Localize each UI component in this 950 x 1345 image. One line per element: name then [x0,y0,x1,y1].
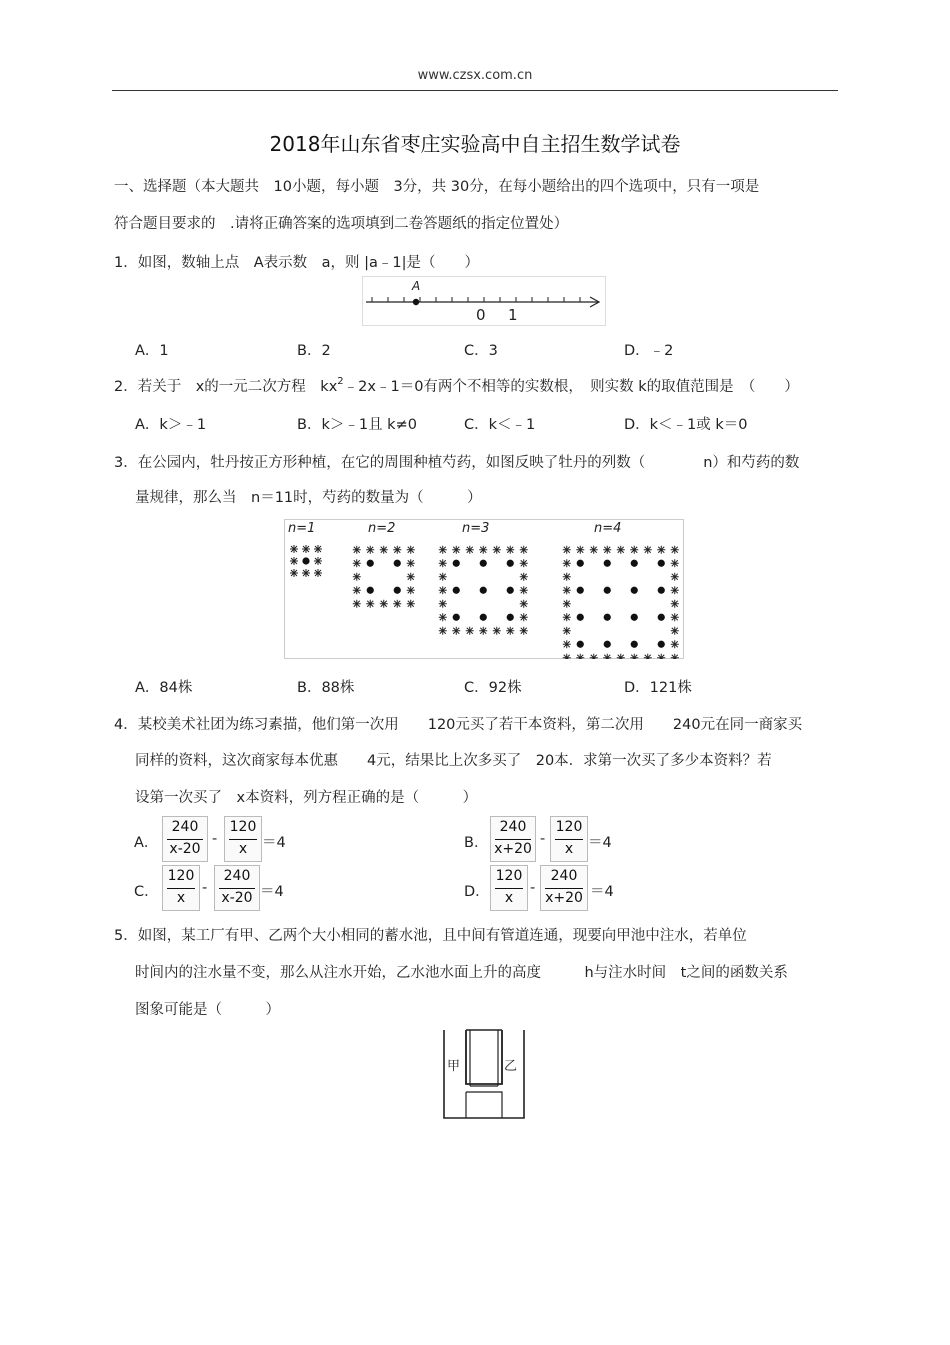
shaoyao-star-icon [657,546,665,554]
peony-dot-icon [631,587,638,594]
pools-outline [444,1030,524,1118]
shaoyao-star-icon [393,600,401,608]
q4-b-operator: - [540,831,546,847]
q4-d-rhs: ＝4 [590,884,614,900]
q1-option-c: C．3 [464,343,498,359]
q4-option-c-label: C． [134,884,159,900]
q2-option-a: A．k＞﹣1 [135,417,207,433]
q3-option-a: A．84株 [135,680,193,696]
q1-number-line-figure [362,276,606,326]
q4-c-rhs: ＝4 [260,884,284,900]
peony-dot-icon [480,587,487,594]
pattern-label-n2: n=2 [368,521,396,536]
peony-dot-icon [604,560,611,567]
shaoyao-star-icon [590,546,598,554]
shaoyao-star-icon [353,573,361,581]
q4-a-operator: - [212,831,218,847]
shaoyao-star-icon [353,586,361,594]
inner-walls [470,1030,498,1086]
q4-option-b [464,816,764,862]
q1-stem: 1．如图，数轴上点 A表示数 a，则 |a﹣1|是（ ） [114,255,480,271]
shaoyao-star-icon [439,546,447,554]
q3-option-d: D．121株 [624,680,692,696]
q1-option-a: A．1 [135,343,169,359]
q4-option-b-label: B． [464,835,489,851]
shaoyao-star-icon [520,627,528,635]
peony-dot-icon [577,560,584,567]
q4-stem-line-2: 同样的资料，这次商家每本优惠 4元，结果比上次多买了 20本．求第一次买了多少本资料？若 [135,753,772,769]
shaoyao-star-icon [563,613,571,621]
shaoyao-star-icon [493,546,501,554]
q3-stem-line-2: 量规律，那么当 n＝11时，芍药的数量为（ ） [135,490,482,506]
q3-stem-line-1: 3．在公园内，牡丹按正方形种植，在它的周围种植芍药，如图反映了牡丹的列数（ n）和芍药的数 [114,455,800,471]
q4-stem-line-1: 4．某校美术社团为练习素描，他们第一次用 120元买了若干本资料，第二次用 240元在同一商家买 [114,717,803,733]
point-a-label: A [412,279,421,293]
q4-option-d [464,865,764,911]
section-intro-line-2: 符合题目要求的 .请将正确答案的选项填到二卷答题纸的指定位置处） [114,216,569,232]
shaoyao-star-icon [353,559,361,567]
shaoyao-star-icon [671,546,679,554]
q4-c-fraction-1: 120 x [162,865,200,911]
shaoyao-star-icon [302,569,310,577]
header-divider [112,90,838,91]
peony-dot-icon [577,587,584,594]
peony-dot-icon [658,587,665,594]
connecting-pipe [466,1092,502,1118]
shaoyao-star-icon [479,546,487,554]
peony-dot-icon [507,587,514,594]
shaoyao-star-icon [407,586,415,594]
shaoyao-star-icon [630,546,638,554]
q2-option-d: D．k＜﹣1或 k＝0 [624,417,748,433]
shaoyao-star-icon [644,546,652,554]
shaoyao-star-icon [439,573,447,581]
shaoyao-star-icon [671,640,679,648]
shaoyao-star-icon [290,569,298,577]
peony-dot-icon [480,614,487,621]
shaoyao-star-icon [671,600,679,608]
shaoyao-star-icon [290,545,298,553]
q4-d-operator: - [530,880,536,896]
q4-b-fraction-2: 120 x [550,816,588,862]
shaoyao-star-icon [466,546,474,554]
q2-stem [114,375,799,396]
peony-dot-icon [367,560,374,567]
shaoyao-star-icon [671,586,679,594]
q4-d-fraction-2: 240 x+20 [540,865,588,911]
shaoyao-star-icon [407,559,415,567]
shaoyao-star-icon [452,546,460,554]
q2-exponent: 2 [337,376,344,387]
shaoyao-star-icon [439,559,447,567]
q1-option-d: D．﹣2 [624,343,674,359]
shaoyao-star-icon [671,573,679,581]
shaoyao-star-icon [563,640,571,648]
q4-b-rhs: ＝4 [588,835,612,851]
shaoyao-star-icon [520,600,528,608]
tick-label-1: 1 [508,306,518,324]
q5-stem-line-2: 时间内的注水量不变，那么从注水开始，乙水池水面上升的高度 h与注水时间 t之间的函数关系 [135,965,788,981]
q2-stem-part-a: 2．若关于 x的一元二次方程 kx [114,379,338,395]
shaoyao-star-icon [439,613,447,621]
shaoyao-star-icon [563,546,571,554]
shaoyao-star-icon [314,545,322,553]
peony-dot-icon [604,587,611,594]
q5-stem-line-3: 图象可能是（ ） [135,1002,280,1018]
peony-dot-icon [604,614,611,621]
pool-jia-label: 甲 [447,1059,461,1074]
shaoyao-star-icon [380,600,388,608]
shaoyao-star-icon [563,586,571,594]
shaoyao-star-icon [493,627,501,635]
q3-option-c: C．92株 [464,680,522,696]
peony-dot-icon [631,614,638,621]
shaoyao-star-icon [302,545,310,553]
q5-connected-pools-figure [440,1026,528,1122]
shaoyao-star-icon [353,600,361,608]
shaoyao-star-icon [603,546,611,554]
peony-dot-icon [453,560,460,567]
peony-dot-icon [658,560,665,567]
shaoyao-star-icon [506,627,514,635]
q4-b-fraction-1: 240 x+20 [490,816,536,862]
shaoyao-star-icon [353,546,361,554]
q4-c-operator: - [202,880,208,896]
shaoyao-star-icon [563,600,571,608]
shaoyao-star-icon [452,627,460,635]
shaoyao-star-icon [290,557,298,565]
q4-option-a [134,816,434,862]
shaoyao-star-icon [520,586,528,594]
peony-dot-icon [631,560,638,567]
peony-dot-icon [631,641,638,648]
q2-stem-part-b: ﹣2x﹣1＝0有两个不相等的实数根， 则实数 k的取值范围是 （ ） [343,379,799,395]
pattern-group-n1 [290,545,322,577]
peony-dot-icon [577,641,584,648]
shaoyao-star-icon [393,546,401,554]
shaoyao-star-icon [576,546,584,554]
shaoyao-star-icon [671,627,679,635]
pattern-label-n1: n=1 [288,521,316,536]
shaoyao-star-icon [407,600,415,608]
shaoyao-star-icon [671,613,679,621]
peony-dot-icon [658,641,665,648]
shaoyao-star-icon [366,600,374,608]
peony-dot-icon [480,560,487,567]
shaoyao-star-icon [520,546,528,554]
q4-option-c [134,865,434,911]
pool-yi-label: 乙 [504,1059,518,1074]
q4-option-a-label: A． [134,835,159,851]
shaoyao-star-icon [671,559,679,567]
shaoyao-star-icon [563,627,571,635]
shaoyao-star-icon [439,586,447,594]
point-a-marker [413,299,419,305]
header-url: www.czsx.com.cn [417,68,533,83]
peony-dot-icon [604,641,611,648]
pattern-label-n4: n=4 [594,521,622,536]
peony-dot-icon [658,614,665,621]
shaoyao-star-icon [407,573,415,581]
q4-stem-line-3: 设第一次买了 x本资料，列方程正确的是（ ） [135,790,478,806]
peony-dot-icon [302,557,309,564]
tick-label-0: 0 [476,306,486,324]
pattern-label-n3: n=3 [462,521,490,536]
peony-dot-icon [394,560,401,567]
shaoyao-star-icon [563,559,571,567]
shaoyao-star-icon [520,559,528,567]
q4-option-d-label: D． [464,884,490,900]
q3-option-b: B．88株 [297,680,355,696]
shaoyao-star-icon [479,627,487,635]
page-title: 2018年山东省枣庄实验高中自主招生数学试卷 [269,132,681,156]
shaoyao-star-icon [407,546,415,554]
shaoyao-star-icon [314,557,322,565]
q1-option-b: B．2 [297,343,331,359]
section-intro-line-1: 一、选择题（本大题共 10小题，每小题 3分，共 30分，在每小题给出的四个选项中，只有一项是 [114,179,760,195]
shaoyao-star-icon [439,600,447,608]
q4-a-fraction-1: 240 x-20 [162,816,208,862]
q2-option-c: C．k＜﹣1 [464,417,536,433]
shaoyao-star-icon [520,613,528,621]
peony-dot-icon [394,587,401,594]
shaoyao-star-icon [520,573,528,581]
q2-option-b: B．k＞﹣1且 k≠0 [297,417,417,433]
shaoyao-star-icon [314,569,322,577]
q4-d-fraction-1: 120 x [490,865,528,911]
shaoyao-star-icon [366,546,374,554]
shaoyao-star-icon [380,546,388,554]
shaoyao-star-icon [563,573,571,581]
peony-dot-icon [507,614,514,621]
shaoyao-star-icon [466,627,474,635]
peony-dot-icon [577,614,584,621]
peony-dot-icon [453,587,460,594]
shaoyao-star-icon [617,546,625,554]
q5-stem-line-1: 5．如图，某工厂有甲、乙两个大小相同的蓄水池，且中间有管道连通，现要向甲池中注水，若单位 [114,928,747,944]
q4-a-fraction-2: 120 x [224,816,262,862]
q3-peony-pattern-figure [284,519,684,659]
peony-dot-icon [507,560,514,567]
shaoyao-star-icon [439,627,447,635]
q4-c-fraction-2: 240 x-20 [214,865,260,911]
q4-a-rhs: ＝4 [262,835,286,851]
peony-dot-icon [453,614,460,621]
peony-dot-icon [367,587,374,594]
shaoyao-star-icon [506,546,514,554]
